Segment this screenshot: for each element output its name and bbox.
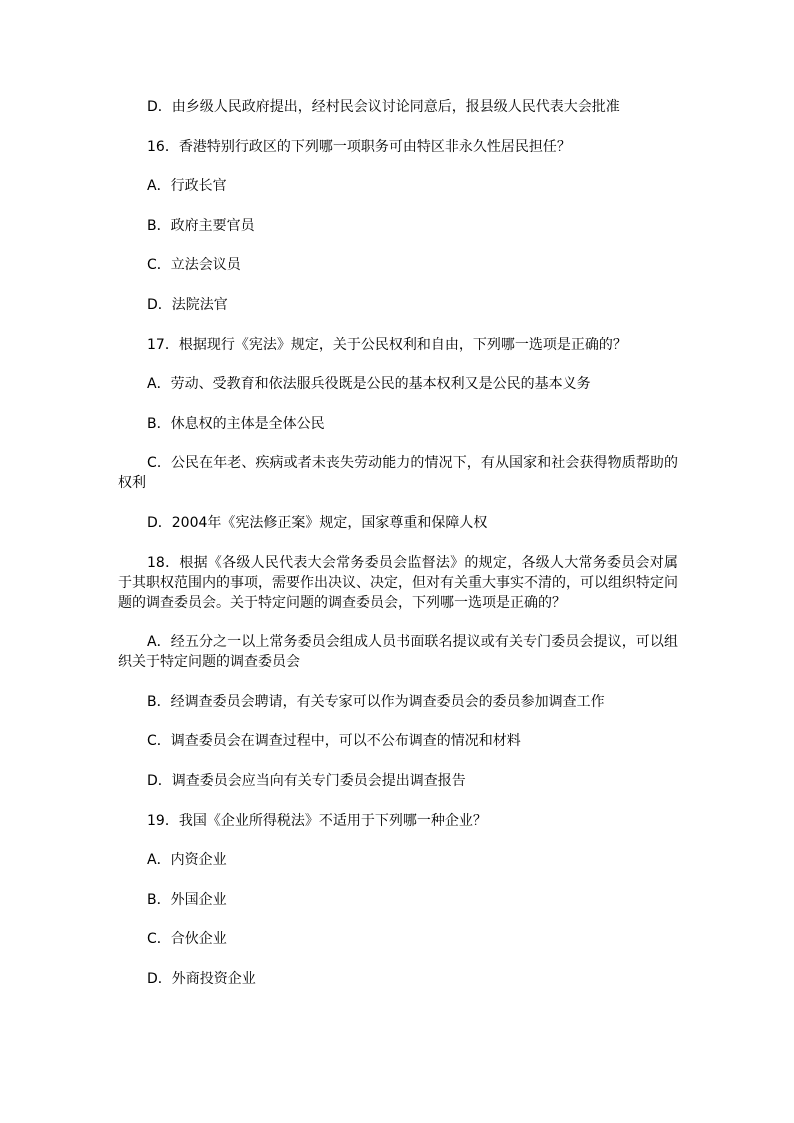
option-19-b: B．外国企业	[147, 891, 227, 908]
question-16: 16．香港特别行政区的下列哪一项职务可由特区非永久性居民担任？	[147, 138, 571, 155]
option-19-d: D．外商投资企业	[147, 970, 256, 987]
document-page	[118, 97, 678, 1008]
option-18-a: A．经五分之一以上常务委员会组成人员书面联名提议或有关专门委员会提议，可以组织关于特定问题的调查委员会	[118, 634, 678, 671]
option-19-c: C．合伙企业	[147, 931, 227, 948]
question-18: 18．根据《各级人民代表大会常务委员会监督法》的规定，各级人大常务委员会对属于其职权范围内的事项，需要作出决议、决定，但对有关重大事实不清的，可以组织特定问题的调查委员会。关于特定问题的调查委员会，下列哪一选项是正确的？	[118, 554, 678, 611]
option-16-d: D．法院法官	[147, 296, 228, 313]
option-18-d: D．调查委员会应当向有关专门委员会提出调查报告	[147, 772, 466, 789]
question-19: 19．我国《企业所得税法》不适用于下列哪一种企业？	[147, 812, 487, 829]
option-15-d: D．由乡级人民政府提出，经村民会议讨论同意后，报县级人民代表大会批准	[147, 99, 620, 115]
option-17-c: C．公民在年老、疾病或者未丧失劳动能力的情况下，有从国家和社会获得物质帮助的权利	[118, 455, 678, 492]
option-16-b: B．政府主要官员	[147, 217, 255, 234]
option-19-a: A．内资企业	[147, 852, 227, 869]
option-17-d: D．2004年《宪法修正案》规定，国家尊重和保障人权	[147, 514, 488, 531]
option-18-c: C．调查委员会在调查过程中，可以不公布调查的情况和材料	[147, 733, 521, 750]
option-17-a: A．劳动、受教育和依法服兵役既是公民的基本权利又是公民的基本义务	[147, 376, 591, 393]
option-16-a: A．行政长官	[147, 178, 227, 195]
option-16-c: C．立法会议员	[147, 257, 241, 274]
option-18-b: B．经调查委员会聘请，有关专家可以作为调查委员会的委员参加调查工作	[147, 693, 605, 710]
question-17: 17．根据现行《宪法》规定，关于公民权利和自由，下列哪一选项是正确的？	[147, 336, 627, 353]
option-17-b: B．休息权的主体是全体公民	[147, 415, 325, 432]
